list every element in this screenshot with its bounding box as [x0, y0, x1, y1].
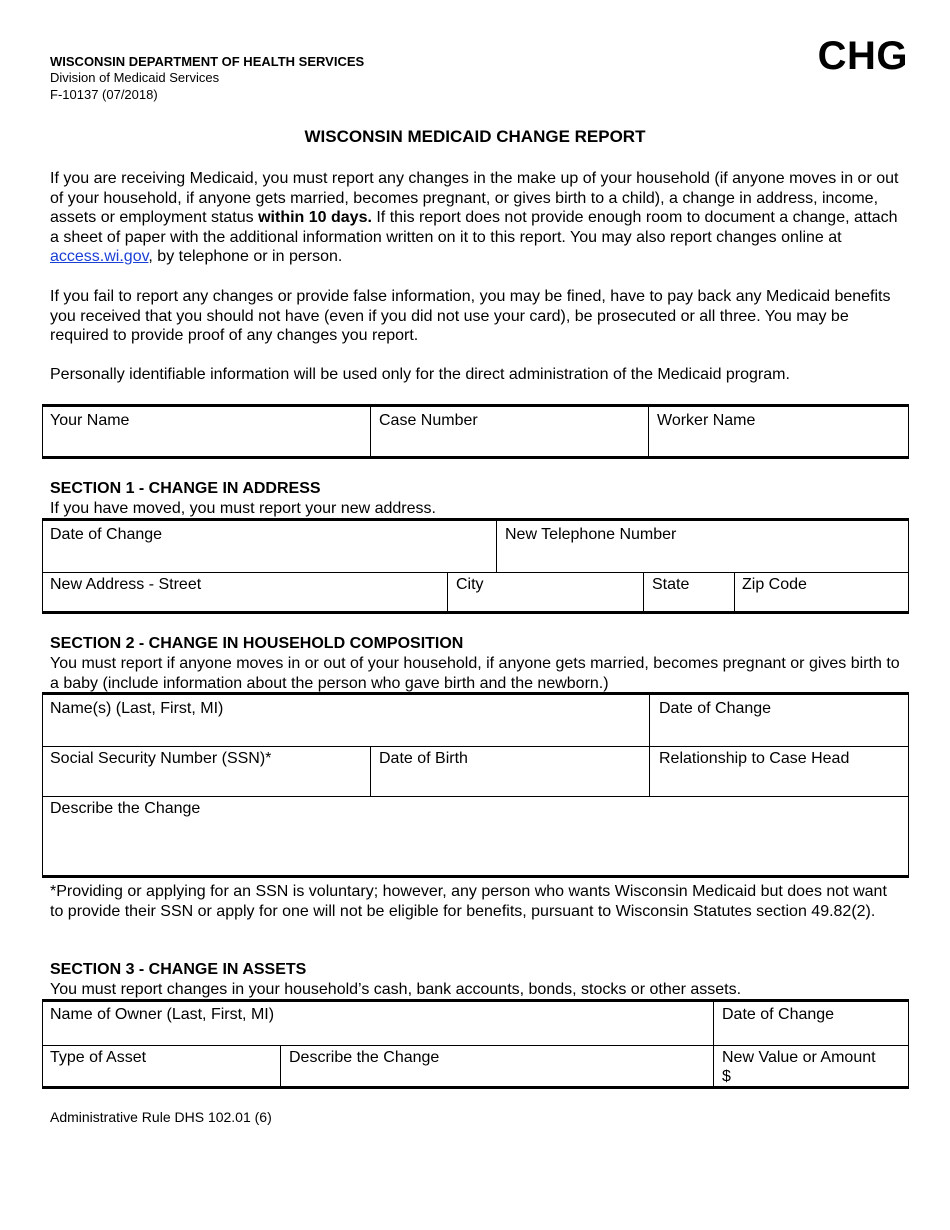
zip-code-field[interactable]: Zip Code: [742, 576, 807, 593]
asset-describe-field[interactable]: Describe the Change: [289, 1049, 440, 1066]
section-1-description: If you have moved, you must report your new address.: [50, 500, 436, 517]
new-telephone-field[interactable]: New Telephone Number: [505, 526, 677, 543]
ssn-footnote: *Providing or applying for an SSN is voluntary; however, any person who wants Wisconsin Medicaid but does not want to provide their SSN or apply for one will not be eligible for benefits, pursuant to Wisconsin Statutes section 49.82(2).: [50, 883, 887, 920]
owner-name-field[interactable]: Name of Owner (Last, First, MI): [50, 1006, 275, 1023]
deadline-text: within 10 days.: [258, 209, 372, 227]
form-number: F-10137 (07/2018): [50, 87, 158, 102]
household-describe-field[interactable]: Describe the Change: [50, 800, 201, 817]
department-name: WISCONSIN DEPARTMENT OF HEALTH SERVICES: [50, 54, 365, 69]
intro-paragraph-1: If you are receiving Medicaid, you must report any changes in the make up of your household (if anyone moves in or out of your household, if anyone gets married, becomes pregnant, or gives birth to a child), a change in address, income, assets or employment status within 10 days. If this report does not provide enough room to document a change, attach a sheet of paper with the additional information written on it to this report. You may also report changes online at access.wi.gov, by telephone or in person.: [50, 170, 899, 266]
section-3-description: You must report changes in your household’s cash, bank accounts, bonds, stocks or other assets.: [50, 981, 742, 998]
case-number-field[interactable]: Case Number: [379, 412, 478, 429]
section-2-title: SECTION 2 - CHANGE IN HOUSEHOLD COMPOSITION: [50, 635, 464, 652]
section-2-description: You must report if anyone moves in or out of your household, if anyone gets married, becomes pregnant or gives birth to a baby (include information about the person who gave birth and the newborn.): [50, 655, 900, 692]
new-value-field[interactable]: New Value or Amount $: [722, 1049, 876, 1085]
section-1-title: SECTION 1 - CHANGE IN ADDRESS: [50, 480, 321, 497]
section-3-title: SECTION 3 - CHANGE IN ASSETS: [50, 961, 307, 978]
intro-paragraph-2: If you fail to report any changes or provide false information, you may be fined, have to pay back any Medicaid benefits you received that you should not have (even if you did not use your card), be prosecuted or all three. You may be required to provide proof of any changes you report.: [50, 288, 891, 345]
city-field[interactable]: City: [456, 576, 484, 593]
household-names-field[interactable]: Name(s) (Last, First, MI): [50, 700, 224, 717]
address-change-box: [42, 518, 909, 614]
division-name: Division of Medicaid Services: [50, 70, 220, 85]
assets-change-box: [42, 999, 909, 1089]
your-name-field[interactable]: Your Name: [50, 412, 130, 429]
address-date-of-change-field[interactable]: Date of Change: [50, 526, 163, 543]
street-address-field[interactable]: New Address - Street: [50, 576, 202, 593]
worker-name-field[interactable]: Worker Name: [657, 412, 756, 429]
intro-paragraph-3: Personally identifiable information will be used only for the direct administration of the Medicaid program.: [50, 366, 790, 383]
household-date-of-change-field[interactable]: Date of Change: [659, 700, 772, 717]
ssn-field[interactable]: Social Security Number (SSN)*: [50, 750, 272, 767]
currency-symbol: $: [722, 1068, 731, 1085]
footer-rule: Administrative Rule DHS 102.01 (6): [50, 1109, 272, 1125]
household-change-box: [42, 692, 909, 878]
asset-type-field[interactable]: Type of Asset: [50, 1049, 147, 1066]
date-of-birth-field[interactable]: Date of Birth: [379, 750, 468, 767]
form-code: CHG: [817, 34, 908, 78]
relationship-field[interactable]: Relationship to Case Head: [659, 750, 850, 767]
state-field[interactable]: State: [652, 576, 690, 593]
page-title: WISCONSIN MEDICAID CHANGE REPORT: [304, 127, 646, 146]
assets-date-of-change-field[interactable]: Date of Change: [722, 1006, 835, 1023]
access-link[interactable]: access.wi.gov: [50, 248, 149, 266]
case-info-box: [42, 404, 909, 459]
